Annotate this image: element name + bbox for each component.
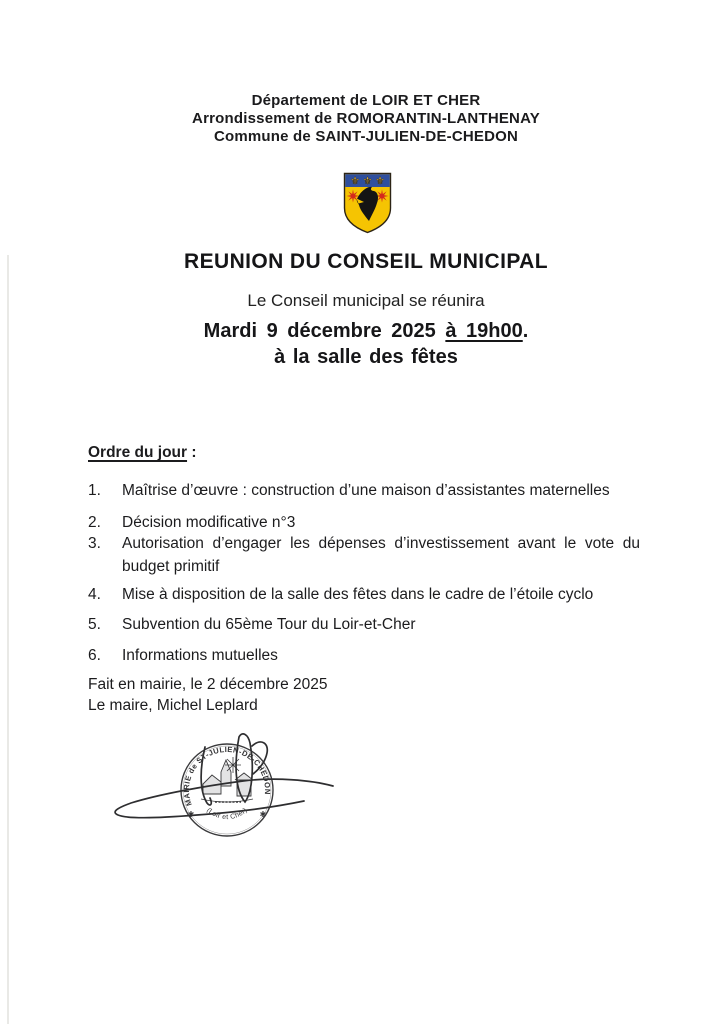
item-number: 4. — [88, 586, 101, 603]
agenda-heading-text: Ordre du jour — [88, 444, 188, 461]
date-prefix: Mardi 9 décembre 2025 — [203, 320, 446, 342]
stamp-top-text: MAIRIE de ST-JULIEN-DE-CHEDON — [181, 744, 273, 808]
agenda-item-6 — [88, 645, 640, 668]
header-commune: Commune de SAINT-JULIEN-DE-CHEDON — [213, 128, 519, 145]
item-text: Maîtrise d’œuvre : construction d’une maison d’assistantes maternelles — [122, 482, 610, 499]
agenda-heading — [88, 444, 197, 462]
fleur-de-lis-icon: ⚜ — [350, 175, 360, 188]
meeting-date-line — [8, 320, 724, 343]
item-text: Décision modificative n°3 — [122, 514, 296, 531]
fleur-de-lis-icon: ⚜ — [362, 175, 373, 188]
item-text: Mise à disposition de la salle des fêtes dans le cadre de l’étoile cyclo — [122, 586, 594, 603]
closing-mayor: Le maire, Michel Leplard — [88, 697, 258, 714]
item-number: 2. — [88, 514, 101, 531]
stamp-bottom-text: (Loir et Cher) — [205, 806, 249, 822]
agenda-item-5 — [88, 614, 640, 637]
date-suffix: . — [522, 320, 529, 342]
header-arrondissement: Arrondissement de ROMORANTIN-LANTHENAY — [192, 110, 540, 127]
signature-stroke — [201, 747, 211, 805]
agenda-item-2 — [88, 512, 640, 535]
coat-of-arms — [343, 172, 392, 234]
header-departement: Département de LOIR ET CHER — [251, 92, 481, 109]
agenda-heading-colon: : — [187, 444, 197, 461]
item-text: Autorisation d’engager les dépenses d’investissement avant le vote du budget primitif — [122, 535, 640, 575]
item-number: 6. — [88, 647, 101, 664]
item-text: Subvention du 65ème Tour du Loir-et-Cher — [122, 616, 416, 633]
agenda-item-3 — [88, 533, 640, 578]
closing-date: Fait en mairie, le 2 décembre 2025 — [88, 676, 328, 693]
item-text: Informations mutuelles — [122, 647, 278, 664]
stamp-star-right-icon: ✱ — [259, 810, 267, 819]
signature-loop — [115, 779, 333, 817]
time-underlined: à 19h00 — [445, 320, 523, 342]
stamp-star-left-icon: ✱ — [187, 810, 195, 819]
meeting-location: à la salle des fêtes — [274, 346, 458, 368]
item-number: 3. — [88, 535, 101, 552]
item-number: 5. — [88, 616, 101, 633]
fleur-de-lis-icon: ⚜ — [375, 175, 385, 188]
mayor-signature — [105, 728, 345, 825]
agenda-item-1 — [88, 480, 640, 503]
agenda-item-4 — [88, 584, 640, 607]
signature-stroke — [236, 734, 252, 802]
subtitle: Le Conseil municipal se réunira — [247, 291, 485, 310]
scan-edge-artifact — [7, 255, 9, 1024]
page-title: REUNION DU CONSEIL MUNICIPAL — [184, 250, 548, 273]
item-number: 1. — [88, 482, 101, 499]
signature-stroke — [252, 742, 267, 774]
